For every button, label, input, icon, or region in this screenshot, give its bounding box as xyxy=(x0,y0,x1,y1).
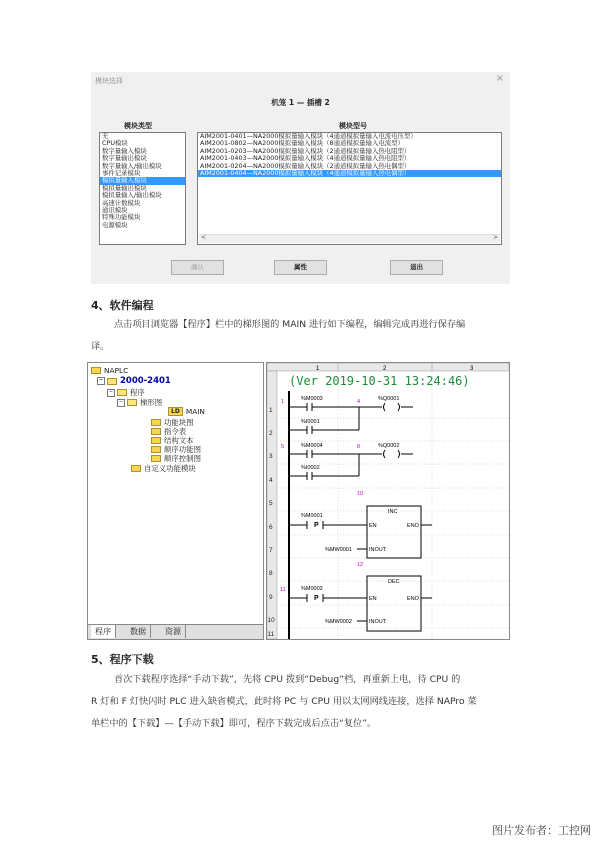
tree-node-st[interactable]: 结构文本 xyxy=(151,435,194,446)
net-id: 1 xyxy=(281,399,285,405)
block-pin: ENO xyxy=(407,523,419,529)
list-item[interactable]: 事件记录模块 xyxy=(102,169,141,178)
tree-node-main[interactable]: LD MAIN xyxy=(168,407,205,416)
row-number: 10 xyxy=(267,617,275,624)
list-item[interactable]: 数字量输出模块 xyxy=(102,154,147,163)
col-number: 1 xyxy=(316,366,320,372)
section-4-heading: 4、软件编程 xyxy=(91,299,154,312)
list-item[interactable]: 无 xyxy=(102,132,109,140)
p-contact-label: P xyxy=(314,522,319,529)
list-item[interactable]: 特殊功能模块 xyxy=(102,213,141,222)
block-pin: ENO xyxy=(407,596,419,602)
row-number: 6 xyxy=(269,524,273,531)
folder-icon xyxy=(151,455,161,462)
net-id: 11 xyxy=(280,587,286,593)
list-item[interactable]: 通讯模块 xyxy=(102,206,128,215)
folder-icon xyxy=(151,419,161,426)
module-type-header: 模块类型 xyxy=(124,122,152,130)
ld-icon: LD xyxy=(168,407,183,416)
properties-button[interactable]: 属性 xyxy=(274,260,327,275)
block-pin: EN xyxy=(369,596,377,602)
section-5-line-2: R 灯和 F 灯快闪时 PLC 进入缺省模式，此时将 PC 与 CPU 用以太网网线连接，选择 NAPro 菜 xyxy=(91,696,477,707)
block-pin: EN xyxy=(369,523,377,529)
col-number: 3 xyxy=(470,366,474,372)
section-5-line-1: 首次下载程序选择“手动下载”，先将 CPU 拨到“Debug”档，再重新上电，待 CPU 的 xyxy=(114,674,461,685)
coil-label: %Q0002 xyxy=(378,443,400,449)
list-item[interactable]: 电源模块 xyxy=(102,220,128,229)
list-item[interactable]: 数字量输入/输出模块 xyxy=(102,161,162,170)
close-icon[interactable]: × xyxy=(495,73,504,84)
contact-label: %M0003 xyxy=(301,396,323,402)
row-number: 8 xyxy=(269,570,273,577)
row-number: 11 xyxy=(267,631,275,638)
folder-icon xyxy=(151,428,161,435)
list-item[interactable]: CPU模块 xyxy=(102,139,128,148)
module-model-list[interactable] xyxy=(197,132,502,245)
list-item[interactable]: AIM2001-0802—NA2000模拟量输入模块（8通道模拟量输入电流型） xyxy=(200,139,404,148)
tree-node-plc[interactable]: − 2000-2401 xyxy=(98,376,171,386)
row-number: 5 xyxy=(269,500,273,507)
net-id: 12 xyxy=(357,562,364,568)
tree-node-il[interactable]: 指令表 xyxy=(151,426,186,437)
tab-program[interactable]: 程序 xyxy=(91,625,116,638)
section-5-line-3: 单栏中的【下载】—【手动下载】即可，程序下载完成后点击“复位”。 xyxy=(91,718,377,729)
section-4-line-1: 点击项目浏览器【程序】栏中的梯形图的 MAIN 进行如下编程，编辑完成再进行保存编 xyxy=(114,319,466,330)
scroll-left-icon[interactable]: < xyxy=(201,234,207,241)
row-number: 3 xyxy=(269,453,273,460)
row-number: 2 xyxy=(269,430,273,437)
block-pin: INOUT xyxy=(369,547,387,553)
version-stamp: (Ver 2019-10-31 13:24:46) xyxy=(289,374,470,388)
tree-node-seq[interactable]: 顺序控制图 xyxy=(151,453,201,464)
tree-node-fbd[interactable]: 功能块图 xyxy=(151,417,194,428)
footer-credit: 图片发布者：工控网 xyxy=(492,824,591,837)
folder-icon xyxy=(151,446,161,453)
project-browser xyxy=(87,362,264,640)
browser-tabs xyxy=(88,624,263,639)
block-var: %MW0002 xyxy=(325,619,352,625)
net-id: 4 xyxy=(357,399,361,405)
tree-root[interactable]: NAPLC xyxy=(91,366,128,375)
collapse-icon[interactable]: − xyxy=(98,377,104,383)
confirm-button[interactable]: 确认 xyxy=(171,260,224,275)
row-number: 7 xyxy=(269,547,273,554)
folder-icon xyxy=(107,378,117,385)
module-type-list[interactable] xyxy=(99,132,186,245)
collapse-icon[interactable]: − xyxy=(108,388,114,395)
list-item[interactable]: AIM2001-0403—NA2000模拟量输入模块（4通道模拟量输入热电阻型） xyxy=(200,154,411,163)
collapse-icon[interactable]: − xyxy=(118,398,124,405)
folder-icon xyxy=(127,399,137,406)
tab-data[interactable]: 数据 xyxy=(126,625,151,638)
col-number: 2 xyxy=(383,366,387,372)
scroll-right-icon[interactable]: > xyxy=(492,234,498,241)
list-item-selected[interactable]: 模拟量输入模块 xyxy=(100,177,185,184)
block-var: %MW0001 xyxy=(325,547,352,553)
block-name: INC xyxy=(388,509,398,515)
contact-label: %I0002 xyxy=(301,465,320,471)
exit-button[interactable]: 退出 xyxy=(390,260,443,275)
folder-icon xyxy=(91,367,101,374)
block-pin: INOUT xyxy=(369,619,387,625)
list-item[interactable]: 高速计数模块 xyxy=(102,198,141,207)
module-model-header: 模块型号 xyxy=(339,122,367,130)
contact-label: %M0001 xyxy=(301,513,323,519)
list-item[interactable]: AIM2001-0401—NA2000模拟量输入模块（4通道模拟量输入电流电压型） xyxy=(200,132,417,140)
list-item[interactable]: AIM2001-0204—NA2000模拟量输入模块（2通道模拟量输入热电偶型） xyxy=(200,161,411,170)
block-name: DEC xyxy=(388,579,400,585)
ladder-diagram xyxy=(267,363,509,639)
dialog-title: 模块选择 xyxy=(95,77,123,85)
dialog-subtitle: 机笼 1 — 插槽 2 xyxy=(271,98,330,107)
folder-icon xyxy=(117,389,127,396)
net-id: 8 xyxy=(357,444,361,450)
list-item-selected[interactable]: AIM2001-0404—NA2000模拟量输入模块（4通道模拟量输入热电偶型） xyxy=(198,170,501,177)
row-number: 1 xyxy=(269,407,273,414)
section-4-line-2: 译。 xyxy=(91,341,110,352)
tab-resource[interactable]: 资源 xyxy=(161,625,186,638)
net-id: 5 xyxy=(281,444,285,450)
contact-label: %M0004 xyxy=(301,443,323,449)
section-5-heading: 5、程序下载 xyxy=(91,653,154,666)
folder-icon xyxy=(131,465,141,472)
tree-node-sfc[interactable]: 顺序功能图 xyxy=(151,444,201,455)
folder-icon xyxy=(151,437,161,444)
list-item[interactable]: 模拟量输出模块 xyxy=(102,183,147,192)
contact-label: %M0002 xyxy=(301,586,323,592)
row-number: 4 xyxy=(269,477,273,484)
coil-label: %Q0001 xyxy=(378,396,400,402)
list-item[interactable]: 模拟量输入/输出模块 xyxy=(102,191,162,200)
contact-label: %I0001 xyxy=(301,419,320,425)
tree-node-program[interactable]: − 程序 xyxy=(108,388,145,397)
tree-node-ladder[interactable]: − 梯形图 xyxy=(118,398,163,407)
net-id: 10 xyxy=(357,491,364,497)
p-contact-label: P xyxy=(314,595,319,602)
horizontal-scrollbar[interactable] xyxy=(199,234,500,243)
tree-node-custom[interactable]: 自定义功能模块 xyxy=(131,463,196,474)
row-number: 9 xyxy=(269,594,273,601)
list-item[interactable]: 数字量输入模块 xyxy=(102,146,147,155)
module-select-dialog xyxy=(91,72,510,284)
list-item[interactable]: AIM2001-0203—NA2000模拟量输入模块（2通道模拟量输入热电阻型） xyxy=(200,146,411,155)
ladder-editor[interactable] xyxy=(266,362,510,640)
